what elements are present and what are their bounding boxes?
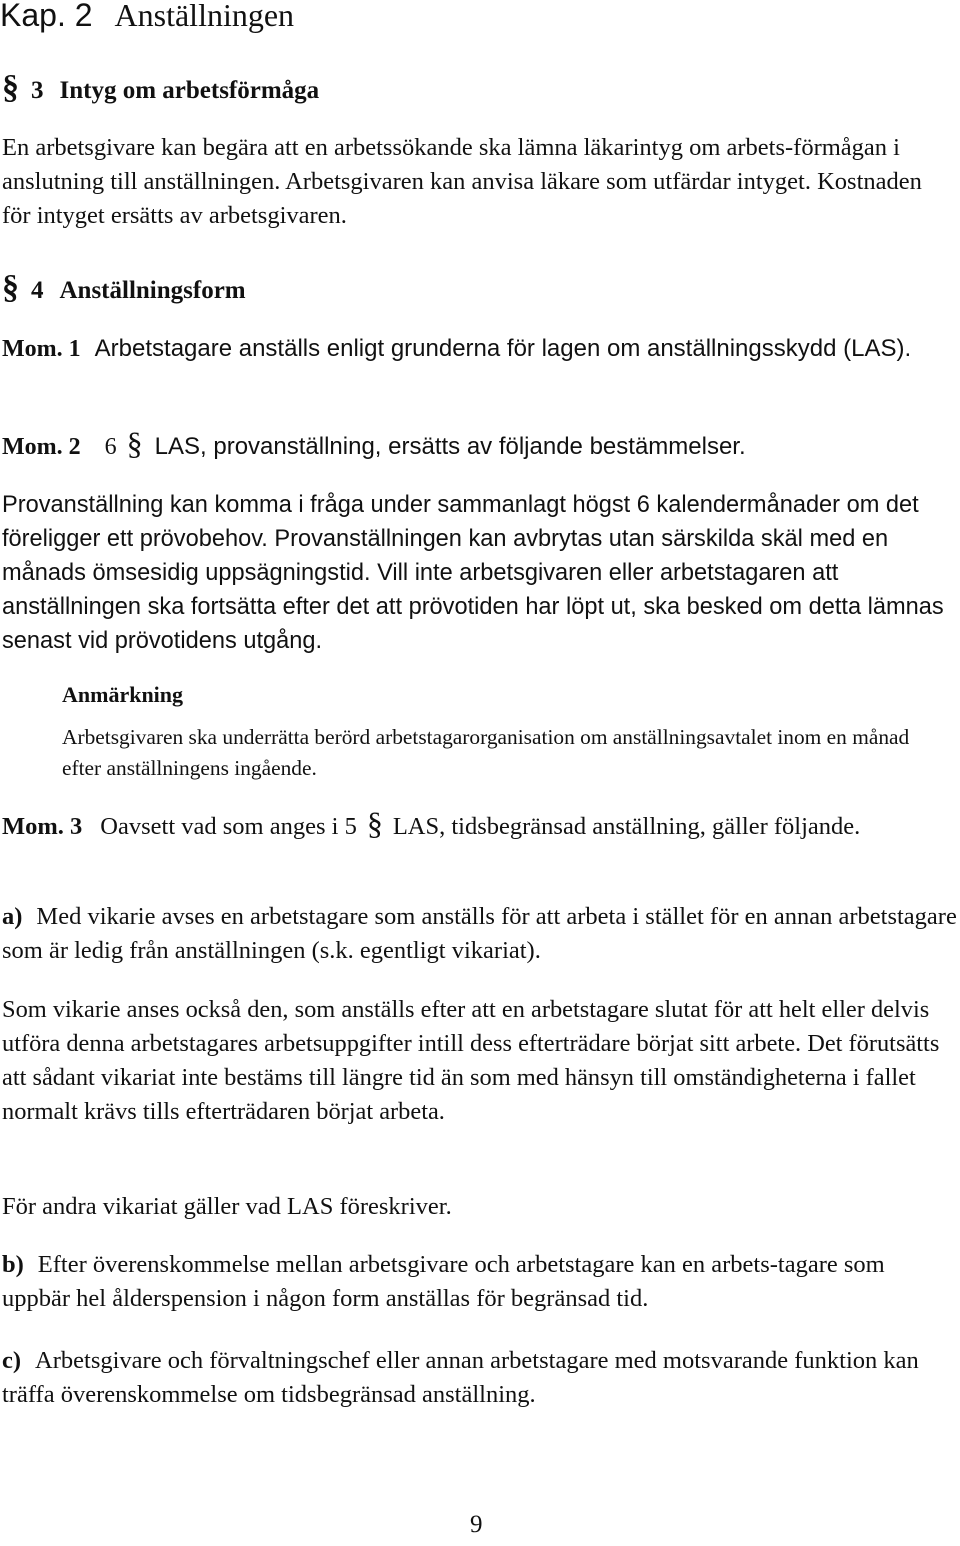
mom-3 xyxy=(2,805,958,844)
mom-1 xyxy=(2,332,958,366)
mom-text: Arbetstagare anställs enligt grunderna för lagen om anställningsskydd (LAS). xyxy=(94,335,912,362)
section-heading-3 xyxy=(2,70,319,109)
item-a xyxy=(2,900,958,968)
item-label: c) xyxy=(2,1347,22,1374)
item-label: a) xyxy=(2,903,23,930)
section-symbol: § xyxy=(126,425,143,461)
item-label: b) xyxy=(2,1251,24,1278)
mom-2-pre: 6 xyxy=(104,434,117,460)
item-c xyxy=(2,1344,958,1412)
section-symbol: § xyxy=(2,269,19,306)
mom-2-heading-text: LAS, provanställning, ersätts av följande bestämmelser. xyxy=(154,433,746,460)
mom-label: Mom. 3 xyxy=(2,813,83,840)
item-text: Med vikarie avses en arbetstagare som anställs för att arbeta i stället för en annan arbetstagare som är ledig från anställningen (s.k. egentligt vikariat). xyxy=(2,903,957,964)
mom-2 xyxy=(2,425,746,465)
item-b xyxy=(2,1248,958,1316)
mom-3-pre: Oavsett vad som anges i 5 xyxy=(100,813,357,840)
other-vikariat: För andra vikariat gäller vad LAS föreskriver. xyxy=(2,1193,452,1220)
section-number: 4 xyxy=(31,277,44,304)
section-symbol: § xyxy=(2,69,19,106)
section-number: 3 xyxy=(31,77,44,104)
item-text: Efter överenskommelse mellan arbetsgivare och arbetstagare kan en arbets-tagare som uppbär hel ålderspension i någon form anställas för begränsad tid. xyxy=(2,1251,885,1312)
chapter-title: Anställningen xyxy=(114,0,295,33)
mom-label: Mom. 1 xyxy=(2,336,81,362)
section-heading-4 xyxy=(2,270,246,309)
remark-heading: Anmärkning xyxy=(62,682,184,707)
chapter-heading xyxy=(0,0,294,32)
section-title: Intyg om arbetsförmåga xyxy=(59,77,320,104)
mom-3-post: LAS, tidsbegränsad anställning, gäller följande. xyxy=(392,813,861,840)
remark-text: Arbetsgivaren ska underrätta berörd arbetstagarorganisation om anställningsavtalet inom en månad efter anställningens ingående. xyxy=(62,725,910,780)
chapter-label: Kap. 2 xyxy=(0,0,93,33)
page-number: 9 xyxy=(470,1511,483,1538)
section-title: Anställningsform xyxy=(59,277,246,304)
item-text: Arbetsgivare och förvaltningschef eller annan arbetstagare med motsvarande funktion kan träffa överenskommelse om tidsbegränsad anställning. xyxy=(2,1347,919,1408)
section-3-body: En arbetsgivare kan begära att en arbetssökande ska lämna läkarintyg om arbets-förmågan i anslutning till anställningen. Arbetsgivaren kan anvisa läkare som utfärdar intyget. Kostnaden för intyget ersätts av arbetsgivaren. xyxy=(2,134,922,229)
vikarie-paragraph: Som vikarie anses också den, som anställs efter att en arbetstagare slutat för att helt eller delvis utföra denna arbetstagares arbetsuppgifter intill dess efterträdare börjat sitt arbete. Det förutsätts att sådant vikariat inte bestäms till längre tid än som med hänsyn till omständigheterna i fallet normalt krävs tills efterträdaren börjat arbeta. xyxy=(2,996,940,1125)
mom-2-body: Provanställning kan komma i fråga under sammanlagt högst 6 kalendermånader om det föreligger ett prövobehov. Provanställningen kan avbrytas utan särskilda skäl med en månads ömsesidig uppsägningstid. Vill inte arbetsgivaren eller arbetstagaren att anställningen ska fortsätta efter det att prövotiden har löpt ut, ska besked om detta lämnas senast vid prövotidens utgång. xyxy=(2,492,944,654)
section-symbol: § xyxy=(366,805,383,841)
mom-label: Mom. 2 xyxy=(2,434,81,460)
